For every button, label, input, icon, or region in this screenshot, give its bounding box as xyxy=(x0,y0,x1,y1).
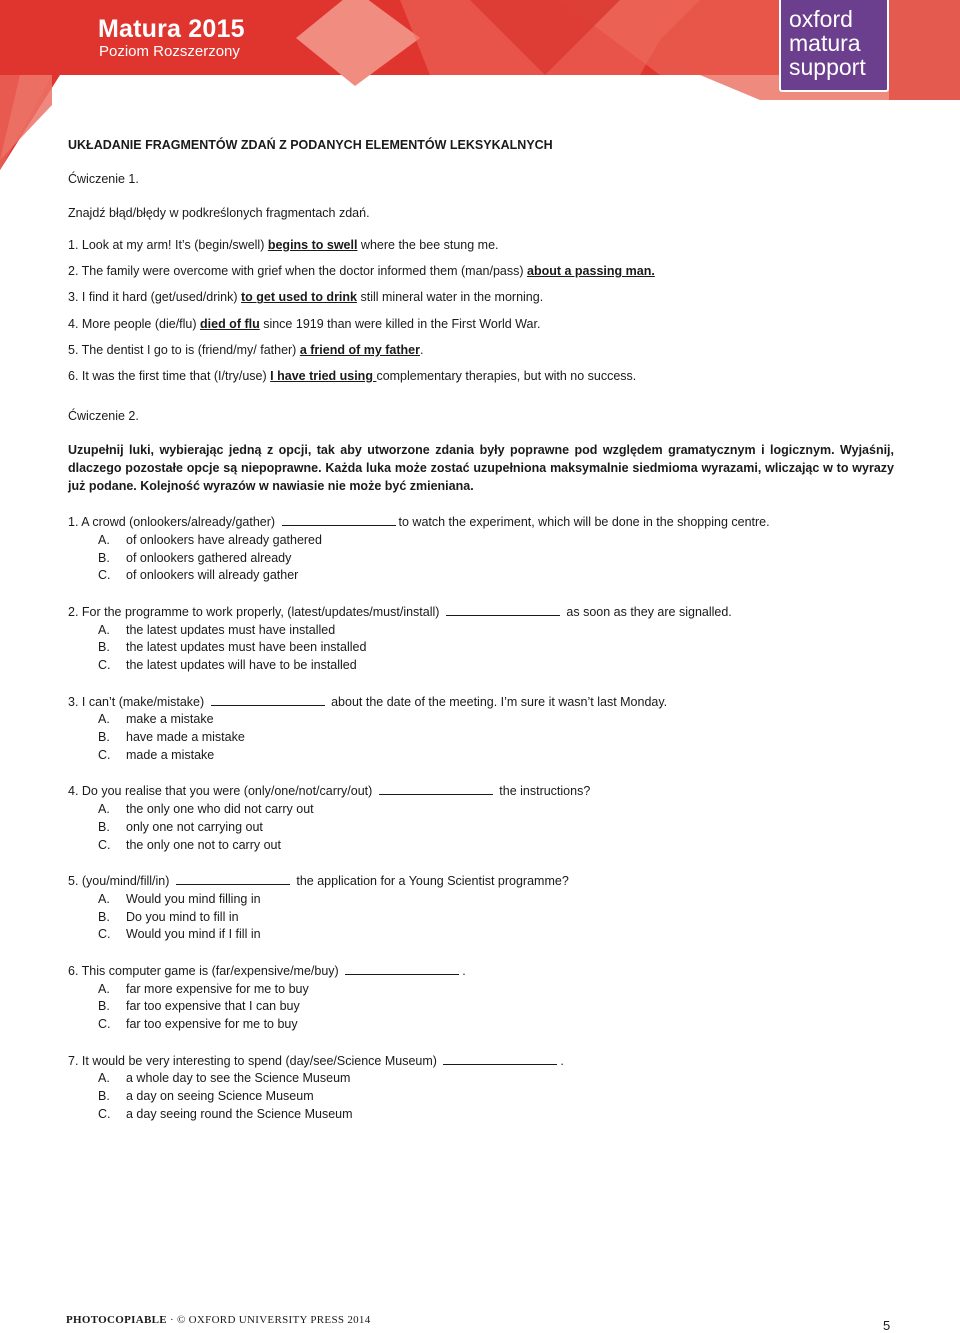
question-prefix: 1. A crowd (onlookers/already/gather) xyxy=(68,514,279,529)
option-text: of onlookers will already gather xyxy=(126,568,299,583)
item-text: still mineral water in the morning. xyxy=(357,290,544,305)
list-item xyxy=(68,341,894,359)
answer-option xyxy=(68,657,894,675)
question-text xyxy=(68,782,894,801)
answer-option xyxy=(68,622,894,640)
underlined-fragment: died of flu xyxy=(200,316,260,331)
item-text: since 1919 than were killed in the First World War. xyxy=(259,316,541,331)
list-item xyxy=(68,262,894,280)
question-block xyxy=(68,782,894,854)
question-suffix: . xyxy=(462,963,466,978)
option-text: only one not carrying out xyxy=(126,819,263,834)
question-suffix: as soon as they are signalled. xyxy=(562,604,732,619)
answer-option xyxy=(68,1106,894,1124)
answer-option xyxy=(68,801,894,819)
option-letter: A. xyxy=(98,532,110,547)
option-letter: A. xyxy=(98,802,110,817)
worksheet-content xyxy=(68,136,894,1124)
question-prefix: 5. (you/mind/fill/in) xyxy=(68,874,173,889)
option-text: make a mistake xyxy=(126,712,214,727)
option-text: far too expensive that I can buy xyxy=(126,999,300,1014)
exercise1-instruction: Znajdź błąd/błędy w podkreślonych fragmentach zdań. xyxy=(68,206,370,220)
question-block xyxy=(68,513,894,585)
answer-option xyxy=(68,837,894,855)
item-text: 1. Look at my arm! It’s (begin/swell) xyxy=(68,238,268,252)
question-suffix: the application for a Young Scientist programme? xyxy=(292,874,569,889)
question-text xyxy=(68,1052,894,1071)
answer-gap-field[interactable] xyxy=(379,782,493,795)
item-text: . xyxy=(420,342,424,357)
question-prefix: 3. I can’t (make/mistake) xyxy=(68,694,208,709)
answer-gap-field[interactable] xyxy=(345,962,459,975)
question-text xyxy=(68,603,894,622)
answer-gap-field[interactable] xyxy=(446,603,560,616)
answer-option xyxy=(68,1088,894,1106)
answer-option xyxy=(68,998,894,1016)
option-letter: C. xyxy=(98,747,111,762)
question-block xyxy=(68,872,894,944)
answer-option xyxy=(68,711,894,729)
option-text: of onlookers gathered already xyxy=(126,550,292,565)
answer-option xyxy=(68,891,894,909)
option-letter: B. xyxy=(98,999,110,1014)
option-letter: A. xyxy=(98,1071,110,1086)
list-item xyxy=(68,315,894,333)
item-text: 3. I find it hard (get/used/drink) xyxy=(68,290,242,305)
header-title: Matura 2015 xyxy=(98,15,245,43)
option-text: far more expensive for me to buy xyxy=(126,981,309,996)
question-prefix: 6. This computer game is (far/expensive/me/buy) xyxy=(68,963,343,978)
question-text xyxy=(68,513,894,532)
option-text: a day seeing round the Science Museum xyxy=(126,1107,353,1122)
header-subtitle: Poziom Rozszerzony xyxy=(99,43,240,60)
list-item xyxy=(68,288,894,306)
logo-line: oxford xyxy=(789,6,853,32)
answer-option xyxy=(68,926,894,944)
logo-line: matura xyxy=(789,30,861,56)
question-text xyxy=(68,962,894,981)
option-text: Do you mind to fill in xyxy=(126,909,239,924)
option-text: far too expensive for me to buy xyxy=(126,1017,298,1032)
exercise2-instruction: Uzupełnij luki, wybierając jedną z opcji, tak aby utworzone zdania były poprawne pod względem gramatycznym i logicznym. Wyjaśnij, dlaczego pozostałe opcje są niepoprawne. Każda luka może zostać uzupełniona maksymalnie siedmioma wyrazami, wliczając w to wyrazy już podane. Kolejność wyrazów w nawiasie nie może być zmieniana. xyxy=(68,442,894,493)
option-letter: C. xyxy=(98,1107,111,1122)
question-text xyxy=(68,872,894,891)
question-prefix: 2. For the programme to work properly, (latest/updates/must/install) xyxy=(68,604,443,619)
answer-option xyxy=(68,1070,894,1088)
option-text: a whole day to see the Science Museum xyxy=(126,1071,351,1086)
option-text: Would you mind filling in xyxy=(126,891,261,906)
question-suffix: to watch the experiment, which will be done in the shopping centre. xyxy=(398,514,770,529)
option-letter: C. xyxy=(98,1017,111,1032)
answer-option xyxy=(68,639,894,657)
option-letter: C. xyxy=(98,837,111,852)
option-letter: A. xyxy=(98,712,110,727)
answer-option xyxy=(68,747,894,765)
page-number: 5 xyxy=(883,1318,891,1333)
question-suffix: the instructions? xyxy=(495,784,591,799)
exercise2-questions xyxy=(68,513,894,1124)
item-text: 6. It was the first time that (I/try/use) xyxy=(68,368,271,383)
question-block xyxy=(68,603,894,675)
option-text: the latest updates must have been installed xyxy=(126,640,367,655)
answer-option xyxy=(68,532,894,550)
logo-line: support xyxy=(789,54,866,80)
question-suffix: . xyxy=(560,1053,564,1068)
answer-gap-field[interactable] xyxy=(443,1052,557,1065)
oxford-matura-support-logo xyxy=(779,0,889,92)
underlined-fragment: I have tried using xyxy=(270,368,377,383)
exercise1-list xyxy=(68,236,894,385)
question-block xyxy=(68,693,894,765)
option-text: the only one not to carry out xyxy=(126,837,281,852)
answer-gap-field[interactable] xyxy=(282,513,396,526)
option-text: have made a mistake xyxy=(126,730,245,745)
underlined-fragment: begins to swell xyxy=(267,238,358,252)
option-letter: A. xyxy=(98,981,110,996)
underlined-fragment: a friend of my father xyxy=(299,342,420,357)
item-text: complementary therapies, but with no success. xyxy=(376,368,637,383)
answer-option xyxy=(68,550,894,568)
option-text: the latest updates must have installed xyxy=(126,622,336,637)
option-text: the only one who did not carry out xyxy=(126,802,314,817)
option-letter: A. xyxy=(98,891,110,906)
answer-option xyxy=(68,981,894,999)
answer-option xyxy=(68,1016,894,1034)
item-text: 2. The family were overcome with grief when the doctor informed them (man/pass) xyxy=(68,264,527,279)
photocopiable-label: PHOTOCOPIABLE xyxy=(66,1314,167,1326)
answer-gap-field[interactable] xyxy=(176,872,290,885)
underlined-fragment: about a passing man. xyxy=(527,264,655,279)
option-letter: B. xyxy=(98,819,110,834)
answer-gap-field[interactable] xyxy=(211,693,325,706)
item-text: 4. More people (die/flu) xyxy=(68,316,201,331)
option-letter: B. xyxy=(98,909,110,924)
option-letter: B. xyxy=(98,1089,110,1104)
option-letter: C. xyxy=(98,658,111,673)
option-text: a day on seeing Science Museum xyxy=(126,1089,314,1104)
list-item xyxy=(68,367,894,385)
option-letter: A. xyxy=(98,622,110,637)
list-item xyxy=(68,236,894,254)
copyright-text: · © OXFORD UNIVERSITY PRESS 2014 xyxy=(166,1314,371,1326)
exercise2-label: Ćwiczenie 2. xyxy=(68,408,139,423)
option-text: made a mistake xyxy=(126,747,215,762)
item-text: 5. The dentist I go to is (friend/my/ father) xyxy=(68,342,300,357)
answer-option xyxy=(68,729,894,747)
option-letter: C. xyxy=(98,927,111,942)
question-prefix: 7. It would be very interesting to spend (day/see/Science Museum) xyxy=(68,1053,441,1068)
option-text: of onlookers have already gathered xyxy=(126,532,322,547)
underlined-fragment: to get used to drink xyxy=(241,290,357,305)
exercise1-label: Ćwiczenie 1. xyxy=(68,172,139,186)
question-block xyxy=(68,962,894,1034)
option-text: the latest updates will have to be installed xyxy=(126,658,357,673)
question-suffix: about the date of the meeting. I’m sure it wasn’t last Monday. xyxy=(327,694,668,709)
item-text: where the bee stung me. xyxy=(357,238,499,252)
option-letter: B. xyxy=(98,730,110,745)
option-letter: B. xyxy=(98,550,110,565)
question-prefix: 4. Do you realise that you were (only/one/not/carry/out) xyxy=(68,784,376,799)
option-letter: C. xyxy=(98,568,111,583)
option-letter: B. xyxy=(98,640,110,655)
answer-option xyxy=(68,567,894,585)
answer-option xyxy=(68,909,894,927)
question-text xyxy=(68,693,894,712)
section-title: UKŁADANIE FRAGMENTÓW ZDAŃ Z PODANYCH ELEMENTÓW LEKSYKALNYCH xyxy=(68,138,553,152)
option-text: Would you mind if I fill in xyxy=(126,927,261,942)
page-footer xyxy=(66,1314,371,1326)
question-block xyxy=(68,1052,894,1124)
answer-option xyxy=(68,819,894,837)
